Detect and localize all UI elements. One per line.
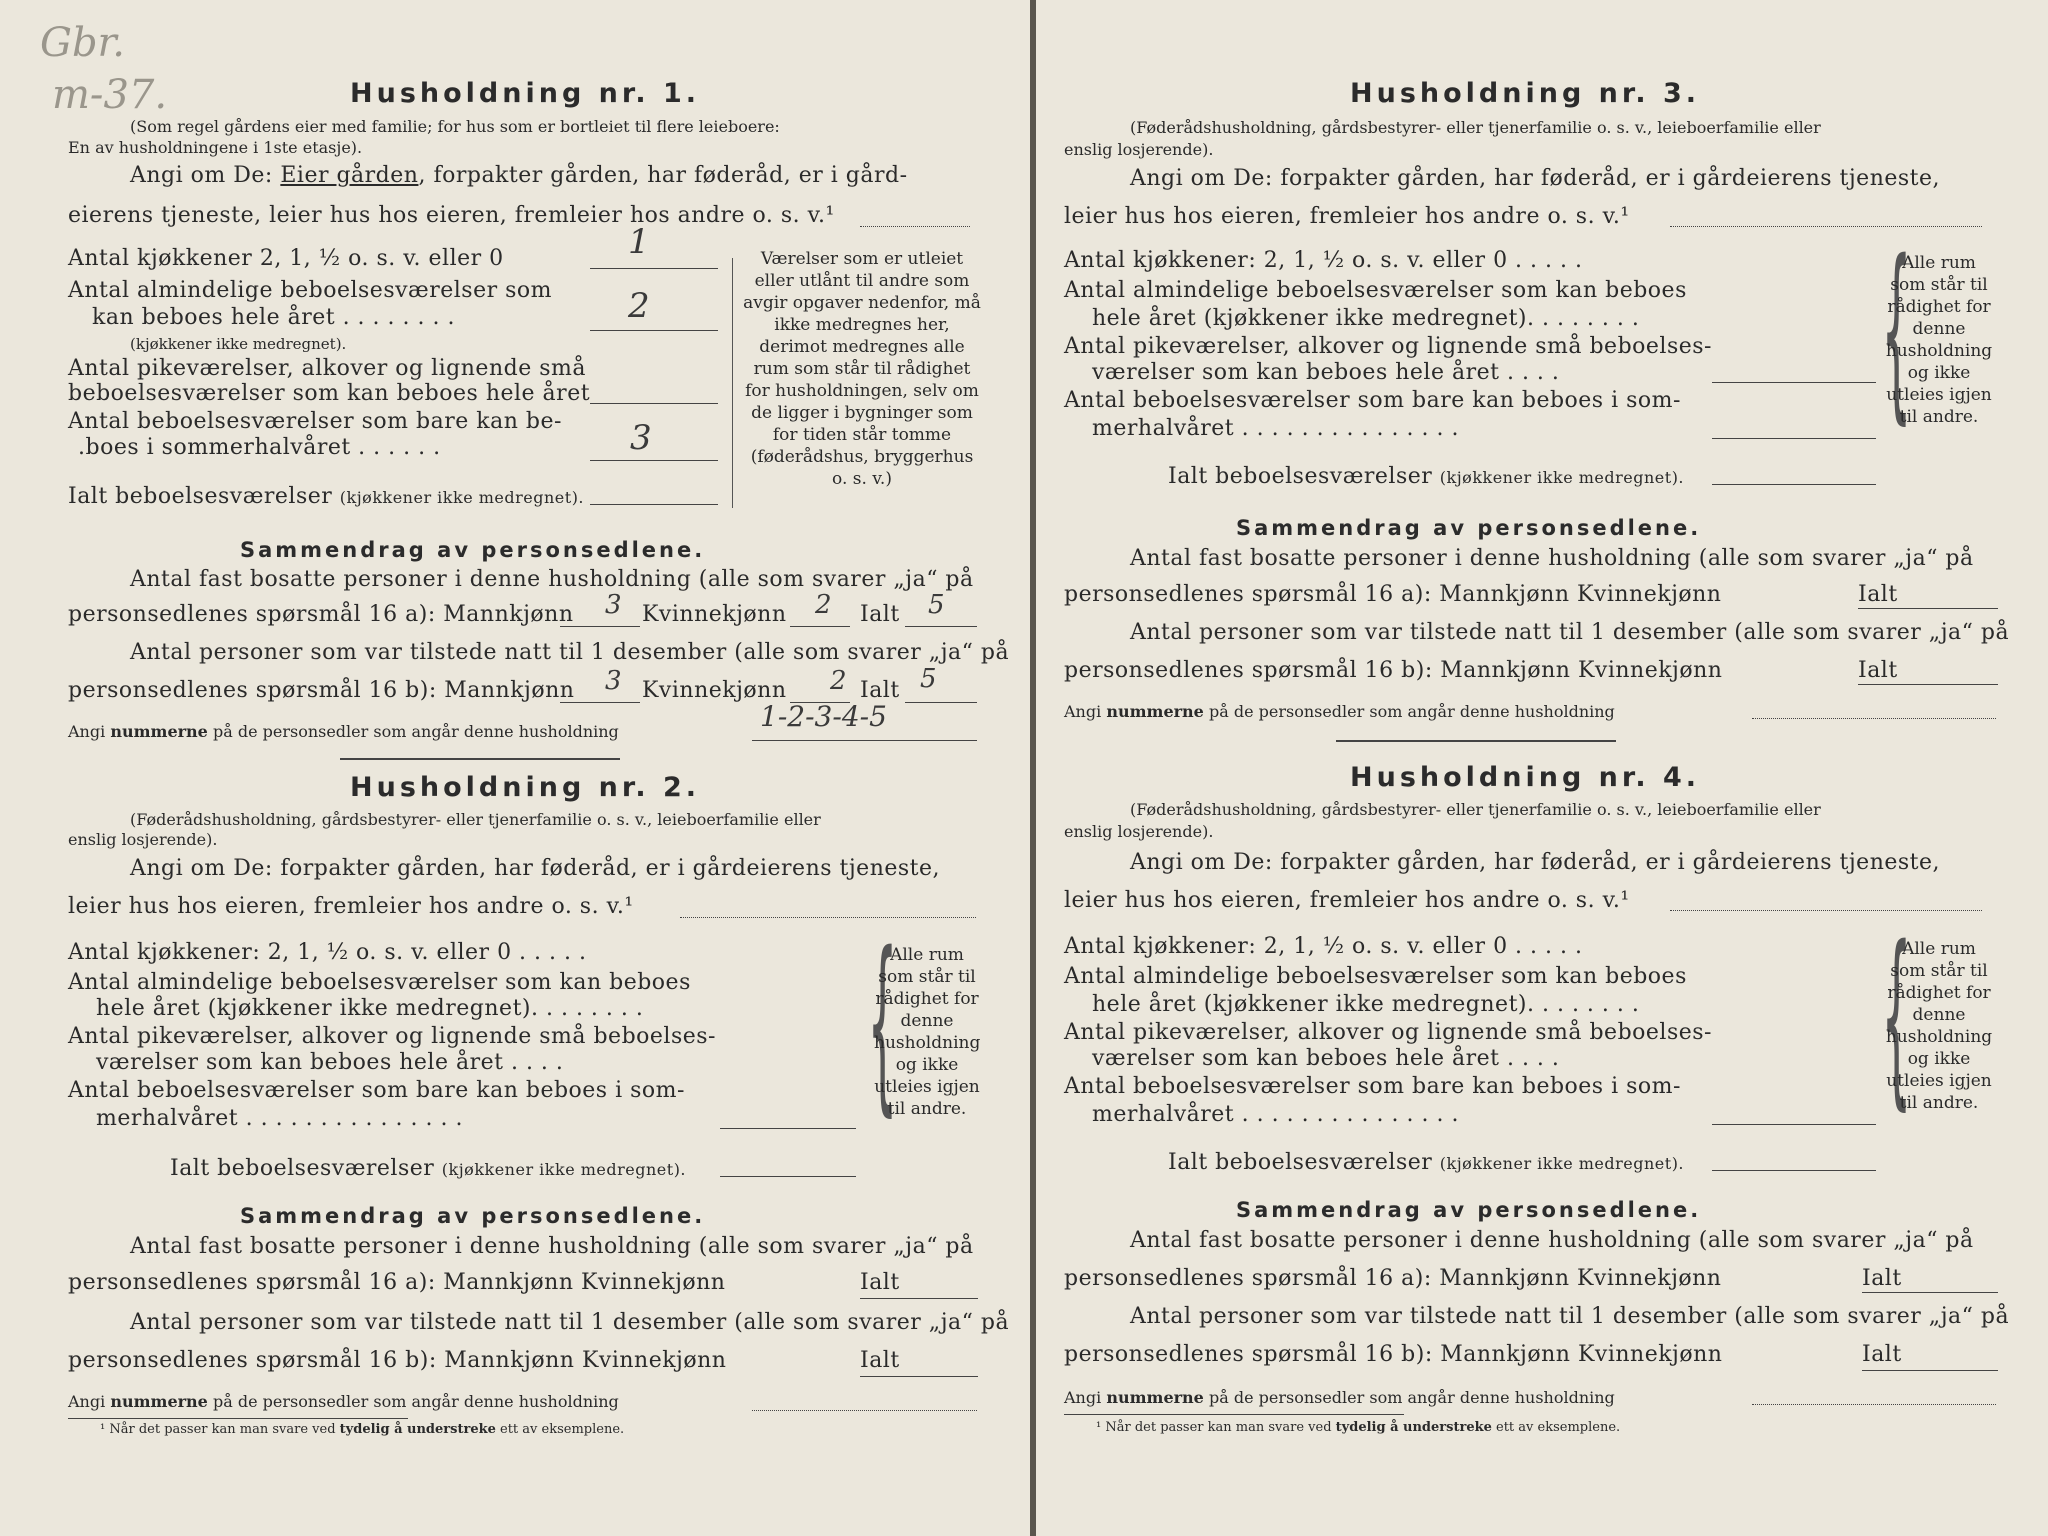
- h2-total-note: (kjøkkener ikke medregnet).: [441, 1160, 687, 1179]
- h4-q16b-label: personsedlenes spørsmål 16 b): Mannkjønn: [1064, 1342, 1571, 1367]
- h1-q16a-line1: Antal fast bosatte personer i denne husholdning (alle som svarer „ja“ på: [130, 567, 974, 592]
- h1-summary-title: Sammendrag av personsedlene.: [240, 538, 706, 562]
- h4-q16a-total-line: [1862, 1292, 1998, 1293]
- h1-numbers-value: 1-2-3-4-5: [760, 700, 887, 733]
- h3-summary-title: Sammendrag av personsedlene.: [1236, 516, 1702, 540]
- h3-q16a-label: personsedlenes spørsmål 16 a): Mannkjønn: [1064, 582, 1570, 607]
- h1-summer-line1: Antal beboelsesværelser som bare kan be-: [68, 409, 562, 434]
- h3-q16b-women: Kvinnekjønn: [1577, 658, 1723, 683]
- right-footnote-rule: [1064, 1414, 1404, 1415]
- right-footnote: [1096, 1420, 1620, 1435]
- h1-16a-women-label: Kvinnekjønn: [642, 602, 787, 627]
- h3-total-line: [1168, 464, 1684, 489]
- h3-angi-blank: [1670, 226, 1982, 227]
- h1-total-line: [68, 484, 584, 509]
- h3-q16a-line1: Antal fast bosatte personer i denne husholdning (alle som svarer „ja“ på: [1130, 546, 1974, 571]
- h4-maids2: værelser som kan beboes hele året . . . .: [1092, 1046, 1560, 1071]
- h4-side-note: Alle rum som står til rådighet for denne husholdning og ikke utleies igjen til andre.: [1885, 939, 1993, 1113]
- h3-separator: [1336, 740, 1616, 742]
- h1-16a-men: 3: [605, 590, 622, 620]
- h3-numbers-b: nummerne: [1106, 702, 1204, 721]
- h3-q16b-total-line: [1858, 684, 1998, 685]
- h4-q16b-line2: [1064, 1342, 1722, 1367]
- h4-q16b-total-line: [1862, 1370, 1998, 1371]
- h4-kitchens: Antal kjøkkener: 2, 1, ½ o. s. v. eller 0 . . . . .: [1064, 934, 1583, 959]
- left-footnote-rule: [68, 1418, 408, 1419]
- h1-owner-option: Eier gården: [280, 163, 419, 188]
- left-footnote-b: tydelig å understreke: [339, 1422, 496, 1437]
- right-footnote-b: tydelig å understreke: [1335, 1420, 1492, 1435]
- h2-q16a-label: personsedlenes spørsmål 16 a): Mannkjønn: [68, 1270, 574, 1295]
- household-3-title: Husholdning nr. 3.: [1350, 78, 1701, 109]
- h1-total-label: Ialt beboelsesværelser: [68, 484, 333, 509]
- h2-q16a-total: Ialt: [860, 1270, 900, 1295]
- h2-maids2: værelser som kan beboes hele året . . . .: [96, 1050, 564, 1075]
- right-footnote-a: ¹ Når det passer kan man svare ved: [1096, 1420, 1332, 1435]
- h4-total-line: [1168, 1150, 1684, 1175]
- h1-16a-men-line: [560, 626, 640, 627]
- h3-summer1: Antal beboelsesværelser som bare kan beboes i som-: [1064, 388, 1681, 413]
- h3-angi-line2: leier hus hos eieren, fremleier hos andre o. s. v.¹: [1064, 204, 1630, 229]
- household-1-title: Husholdning nr. 1.: [350, 78, 701, 109]
- right-page: [1036, 0, 2048, 1536]
- h4-angi-blank: [1670, 910, 1982, 911]
- h4-q16a-total: Ialt: [1862, 1266, 1902, 1291]
- h1-16a-total-label: Ialt: [860, 602, 900, 627]
- h1-ordinary-value: 2: [628, 286, 650, 326]
- h1-16b-women-label: Kvinnekjønn: [642, 678, 787, 703]
- h1-numbers-c: på de personsedler som angår denne husholdning: [212, 722, 619, 741]
- h4-summer2: merhalvåret . . . . . . . . . . . . . . .: [1092, 1102, 1459, 1127]
- h4-brace: {: [1881, 906, 1912, 1127]
- h3-q16a-total: Ialt: [1858, 582, 1898, 607]
- h1-angi-line1: [130, 163, 908, 188]
- h3-numbers-line: [1064, 702, 1615, 721]
- h4-q16b-line1: Antal personer som var tilstede natt til 1 desember (alle som svarer „ja“ på: [1130, 1304, 2010, 1329]
- h2-summer2: merhalvåret . . . . . . . . . . . . . . .: [96, 1106, 463, 1131]
- h4-ordinary1: Antal almindelige beboelsesværelser som kan beboes: [1064, 964, 1687, 989]
- h1-angi-line2: eierens tjeneste, leier hus hos eieren, fremleier hos andre o. s. v.¹: [68, 203, 835, 228]
- h1-angi-options: , forpakter gården, har føderåd, er i gård-: [418, 163, 908, 188]
- h1-summer-line2: .boes i sommerhalvåret . . . . . .: [78, 435, 441, 460]
- h2-q16b-line2: [68, 1348, 726, 1373]
- h3-brace: {: [1881, 220, 1912, 441]
- h1-ordinary-line2: kan beboes hele året . . . . . . . .: [92, 305, 455, 330]
- h1-note-line2: En av husholdningene i 1ste etasje).: [68, 138, 363, 157]
- h1-16a-women-line: [790, 626, 850, 627]
- h3-ordinary2: hele året (kjøkkener ikke medregnet). . . . . . . .: [1092, 306, 1640, 331]
- h4-numbers-b: nummerne: [1106, 1388, 1204, 1407]
- h1-total-line-blank: [590, 504, 718, 505]
- h1-16a-women: 2: [815, 590, 832, 620]
- h3-total-line-blank: [1712, 484, 1876, 485]
- h1-summer-line: [590, 460, 718, 461]
- h3-maids2: værelser som kan beboes hele året . . . .: [1092, 360, 1560, 385]
- h1-note-line1: (Som regel gårdens eier med familie; for hus som er bortleiet til flere leieboere:: [130, 117, 780, 136]
- h2-total-label: Ialt beboelsesværelser: [170, 1156, 435, 1181]
- h2-q16a-line2: [68, 1270, 725, 1295]
- h2-numbers-blank: [752, 1410, 977, 1411]
- h1-q16b-label: personsedlenes spørsmål 16 b): Mannkjønn: [68, 678, 575, 703]
- h1-kitchens-value: 1: [628, 222, 650, 262]
- h4-q16b-total: Ialt: [1862, 1342, 1902, 1367]
- h2-angi-line2: leier hus hos eieren, fremleier hos andre o. s. v.¹: [68, 894, 634, 919]
- h1-bracket-line: [732, 258, 733, 508]
- h4-q16a-line1: Antal fast bosatte personer i denne husholdning (alle som svarer „ja“ på: [1130, 1228, 1974, 1253]
- h3-kitchens: Antal kjøkkener: 2, 1, ½ o. s. v. eller 0 . . . . .: [1064, 248, 1583, 273]
- h3-q16b-label: personsedlenes spørsmål 16 b): Mannkjønn: [1064, 658, 1571, 683]
- h1-angi-blank: [860, 226, 970, 227]
- left-footnote-a: ¹ Når det passer kan man svare ved: [100, 1422, 336, 1437]
- h1-16b-total-line: [905, 702, 977, 703]
- h1-kitchens-label: Antal kjøkkener 2, 1, ½ o. s. v. eller 0: [68, 246, 504, 271]
- h3-q16b-line2: [1064, 658, 1722, 683]
- left-footnote-c: ett av eksemplene.: [500, 1422, 625, 1437]
- h1-16b-women: 2: [830, 666, 847, 696]
- h3-summer2: merhalvåret . . . . . . . . . . . . . . .: [1092, 416, 1459, 441]
- h4-numbers-line: [1064, 1388, 1615, 1407]
- h2-angi-blank: [680, 917, 976, 918]
- h2-note-line2: enslig losjerende).: [68, 830, 218, 849]
- h4-angi-line1: Angi om De: forpakter gården, har føderåd, er i gårdeierens tjeneste,: [1130, 850, 1941, 875]
- h2-q16a-women: Kvinnekjønn: [580, 1270, 726, 1295]
- h2-summary-title: Sammendrag av personsedlene.: [240, 1204, 706, 1228]
- h1-total-note: (kjøkkener ikke medregnet).: [339, 488, 585, 507]
- h3-total-note: (kjøkkener ikke medregnet).: [1439, 468, 1685, 487]
- h3-summer-line: [1712, 438, 1876, 439]
- h3-note-line1: (Føderådshusholdning, gårdsbestyrer- eller tjenerfamilie o. s. v., leieboerfamilie eller: [1130, 118, 1821, 137]
- h3-q16b-total: Ialt: [1858, 658, 1898, 683]
- h4-ordinary2: hele året (kjøkkener ikke medregnet). . . . . . . .: [1092, 992, 1640, 1017]
- h2-numbers-b: nummerne: [110, 1392, 208, 1411]
- h1-maids-line1: Antal pikeværelser, alkover og lignende små: [68, 356, 586, 381]
- h1-16b-total-label: Ialt: [860, 678, 900, 703]
- h3-maids1: Antal pikeværelser, alkover og lignende små beboelses-: [1064, 334, 1712, 359]
- h4-numbers-blank: [1752, 1404, 1996, 1405]
- h2-numbers-c: på de personsedler som angår denne husholdning: [212, 1392, 619, 1411]
- h4-total-note: (kjøkkener ikke medregnet).: [1439, 1154, 1685, 1173]
- pencil-mark-2: m-37.: [52, 72, 168, 118]
- household-2-title: Husholdning nr. 2.: [350, 772, 701, 803]
- h2-q16a-total-line: [860, 1298, 978, 1299]
- h1-ordinary-line: [590, 330, 718, 331]
- h3-q16a-line2: [1064, 582, 1721, 607]
- h4-total-label: Ialt beboelsesværelser: [1168, 1150, 1433, 1175]
- h3-numbers-blank: [1752, 718, 1996, 719]
- h2-numbers-a: Angi: [68, 1392, 106, 1411]
- h4-note-line2: enslig losjerende).: [1064, 822, 1214, 841]
- h4-numbers-c: på de personsedler som angår denne husholdning: [1208, 1388, 1615, 1407]
- h1-numbers-b: nummerne: [110, 722, 208, 741]
- h2-total-line: [170, 1156, 686, 1181]
- h1-ordinary-line3: (kjøkkener ikke medregnet).: [130, 335, 347, 353]
- h3-q16a-women: Kvinnekjønn: [1576, 582, 1722, 607]
- h2-q16b-total-line: [860, 1376, 978, 1377]
- h1-maids-line2: beboelsesværelser som kan beboes hele året: [68, 381, 591, 406]
- h1-maids-line: [590, 403, 718, 404]
- h2-q16b-total: Ialt: [860, 1348, 900, 1373]
- h2-ordinary1: Antal almindelige beboelsesværelser som kan beboes: [68, 970, 691, 995]
- h2-kitchens: Antal kjøkkener: 2, 1, ½ o. s. v. eller 0 . . . . .: [68, 940, 587, 965]
- h3-note-line2: enslig losjerende).: [1064, 140, 1214, 159]
- h2-q16a-line1: Antal fast bosatte personer i denne husholdning (alle som svarer „ja“ på: [130, 1234, 974, 1259]
- h4-q16a-line2: [1064, 1266, 1721, 1291]
- h2-angi-line1: Angi om De: forpakter gården, har føderåd, er i gårdeierens tjeneste,: [130, 856, 941, 881]
- h2-maids1: Antal pikeværelser, alkover og lignende små beboelses-: [68, 1024, 716, 1049]
- h1-q16a-label: personsedlenes spørsmål 16 a): Mannkjønn: [68, 602, 574, 627]
- h4-q16a-women: Kvinnekjønn: [1576, 1266, 1722, 1291]
- household-4-title: Husholdning nr. 4.: [1350, 762, 1701, 793]
- h3-numbers-c: på de personsedler som angår denne husholdning: [1208, 702, 1615, 721]
- h1-kitchens-line: [590, 268, 718, 269]
- h1-16a-total-line: [905, 626, 977, 627]
- h3-q16a-total-line: [1858, 608, 1998, 609]
- h3-ordinary1: Antal almindelige beboelsesværelser som kan beboes: [1064, 278, 1687, 303]
- h1-16b-men: 3: [605, 666, 622, 696]
- h2-q16b-women: Kvinnekjønn: [581, 1348, 727, 1373]
- h2-q16b-line1: Antal personer som var tilstede natt til 1 desember (alle som svarer „ja“ på: [130, 1310, 1010, 1335]
- pencil-mark-1: Gbr.: [40, 20, 125, 66]
- h1-ordinary-line1: Antal almindelige beboelsesværelser som: [68, 278, 553, 303]
- h2-note-line1: (Føderådshusholdning, gårdsbestyrer- eller tjenerfamilie o. s. v., leieboerfamilie eller: [130, 810, 821, 829]
- h1-16b-total: 5: [920, 664, 937, 694]
- h4-note-line1: (Føderådshusholdning, gårdsbestyrer- eller tjenerfamilie o. s. v., leieboerfamilie eller: [1130, 800, 1821, 819]
- h2-brace: {: [867, 912, 898, 1133]
- h2-ordinary2: hele året (kjøkkener ikke medregnet). . . . . . . .: [96, 996, 644, 1021]
- h1-separator: [340, 758, 620, 760]
- right-footnote-c: ett av eksemplene.: [1496, 1420, 1621, 1435]
- h2-summer1: Antal beboelsesværelser som bare kan beboes i som-: [68, 1078, 685, 1103]
- h2-side-note: Alle rum som står til rådighet for denne husholdning og ikke utleies igjen til andre.: [874, 945, 981, 1119]
- h3-side-note: Alle rum som står til rådighet for denne husholdning og ikke utleies igjen til andre.: [1885, 253, 1993, 427]
- h2-q16b-label: personsedlenes spørsmål 16 b): Mannkjønn: [68, 1348, 575, 1373]
- h1-summer-value: 3: [630, 418, 652, 458]
- h3-total-label: Ialt beboelsesværelser: [1168, 464, 1433, 489]
- h4-angi-line2: leier hus hos eieren, fremleier hos andre o. s. v.¹: [1064, 888, 1630, 913]
- h2-summer-line: [720, 1128, 856, 1129]
- h4-summer-line: [1712, 1124, 1876, 1125]
- h3-q16b-line1: Antal personer som var tilstede natt til 1 desember (alle som svarer „ja“ på: [1130, 620, 2010, 645]
- h4-q16a-label: personsedlenes spørsmål 16 a): Mannkjønn: [1064, 1266, 1570, 1291]
- h2-numbers-line: [68, 1392, 619, 1411]
- left-footnote: [100, 1422, 624, 1437]
- h1-angi-label: Angi om De:: [130, 163, 273, 188]
- h2-total-line-blank: [720, 1176, 856, 1177]
- h1-q16b-line1: Antal personer som var tilstede natt til 1 desember (alle som svarer „ja“ på: [130, 640, 1010, 665]
- h3-maids-line: [1712, 382, 1876, 383]
- h4-numbers-a: Angi: [1064, 1388, 1102, 1407]
- h3-numbers-a: Angi: [1064, 702, 1102, 721]
- h4-maids1: Antal pikeværelser, alkover og lignende små beboelses-: [1064, 1020, 1712, 1045]
- h3-angi-line1: Angi om De: forpakter gården, har føderåd, er i gårdeierens tjeneste,: [1130, 166, 1941, 191]
- h4-q16b-women: Kvinnekjønn: [1577, 1342, 1723, 1367]
- h1-numbers-a: Angi: [68, 722, 106, 741]
- h1-16b-men-line: [560, 702, 640, 703]
- h1-numbers-line: [752, 740, 977, 741]
- h1-16a-total: 5: [928, 590, 945, 620]
- h1-side-note: Værelser som er utleiet eller utlånt til andre som avgir opgaver nedenfor, må ikke medregnes her, derimot medregnes alle rum som står til rådighet for husholdningen, selv om de ligger i bygninger som for tiden står tomme (føderådshus, bryggerhus o. s. v.): [743, 249, 981, 489]
- h1-numbers-line: [68, 722, 619, 741]
- h1-q16a-line2: [68, 602, 573, 627]
- h4-summer1: Antal beboelsesværelser som bare kan beboes i som-: [1064, 1074, 1681, 1099]
- h4-summary-title: Sammendrag av personsedlene.: [1236, 1198, 1702, 1222]
- h4-total-line-blank: [1712, 1170, 1876, 1171]
